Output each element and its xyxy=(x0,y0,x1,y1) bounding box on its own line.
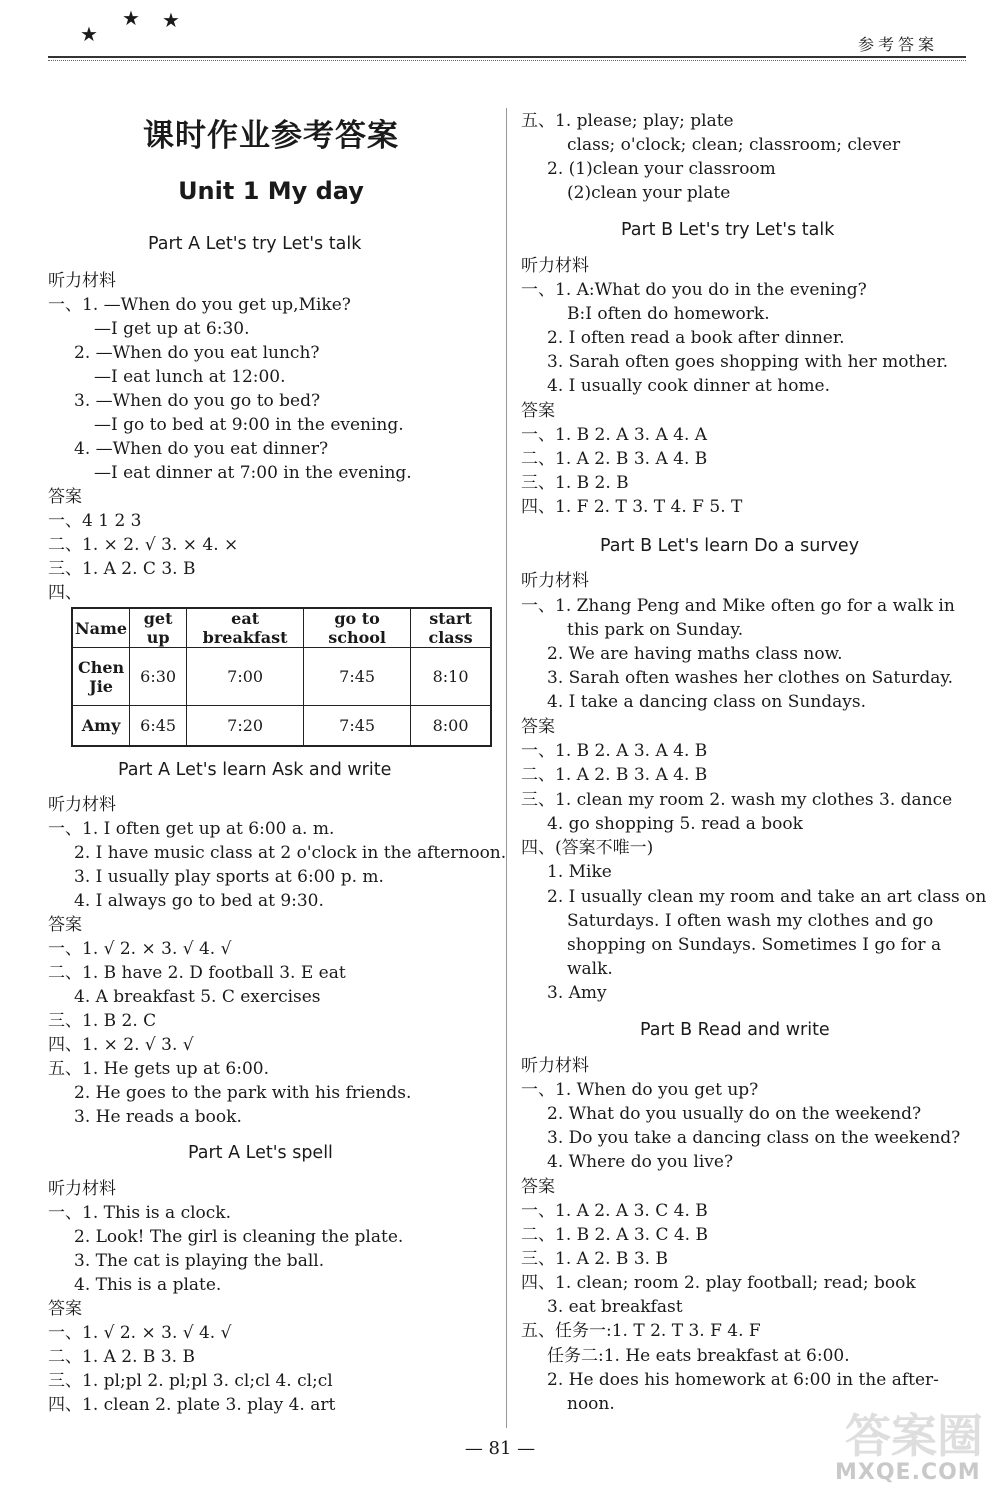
column-header: go to school xyxy=(304,608,411,648)
section-heading: Part A Let's spell xyxy=(188,1143,333,1163)
text-line: 二、1. B 2. A 3. C 4. B xyxy=(521,1225,708,1245)
page-title: 课时作业参考答案 xyxy=(143,118,399,154)
text-line: walk. xyxy=(567,959,613,979)
star-icon: ★ xyxy=(80,22,98,46)
column-header: get up xyxy=(130,608,187,648)
text-line: 答案 xyxy=(521,401,555,421)
text-line: 2. I usually clean my room and take an art class on xyxy=(547,887,987,907)
star-icon: ★ xyxy=(162,8,180,32)
text-line: 三、1. clean my room 2. wash my clothes 3. dance xyxy=(521,790,953,810)
column-header: eat breakfast xyxy=(187,608,304,648)
text-line: 一、1. A:What do you do in the evening? xyxy=(521,280,867,300)
text-line: 四、 xyxy=(48,583,82,603)
text-line: 一、1. B 2. A 3. A 4. B xyxy=(521,741,708,761)
text-line: 2. Look! The girl is cleaning the plate. xyxy=(74,1227,404,1247)
text-line: 一、4 1 2 3 xyxy=(48,511,142,531)
text-line: 一、1. When do you get up? xyxy=(521,1080,759,1100)
text-line: 4. I usually cook dinner at home. xyxy=(547,376,831,396)
section-heading: Part A Let's learn Ask and write xyxy=(118,760,392,780)
table-cell: 8:10 xyxy=(411,648,491,706)
text-line: 答案 xyxy=(521,717,555,737)
text-line: 听力材料 xyxy=(521,256,589,276)
text-line: 4. This is a plate. xyxy=(74,1275,222,1295)
text-line: 任务二:1. He eats breakfast at 6:00. xyxy=(547,1346,850,1366)
text-line: 4. I always go to bed at 9:30. xyxy=(74,891,324,911)
text-line: 3. I usually play sports at 6:00 p. m. xyxy=(74,867,384,887)
text-line: 2. (1)clean your classroom xyxy=(547,159,776,179)
star-icon: ★ xyxy=(122,6,140,30)
text-line: 四、1. clean; room 2. play football; read; book xyxy=(521,1273,916,1293)
text-line: 听力材料 xyxy=(48,795,116,815)
text-line: 2. —When do you eat lunch? xyxy=(74,343,320,363)
text-line: 二、1. A 2. B 3. A 4. B xyxy=(521,765,708,785)
table-cell: 6:30 xyxy=(130,648,187,706)
text-line: —I go to bed at 9:00 in the evening. xyxy=(94,415,404,435)
text-line: 听力材料 xyxy=(48,1179,116,1199)
section-heading: Part A Let's try Let's talk xyxy=(148,234,362,254)
text-line: 听力材料 xyxy=(521,1056,589,1076)
column-header: Name xyxy=(72,608,130,648)
section-heading: Part B Let's try Let's talk xyxy=(621,220,835,240)
text-line: 4. go shopping 5. read a book xyxy=(547,814,803,834)
text-line: 2. He does his homework at 6:00 in the after- xyxy=(547,1370,939,1390)
text-line: 一、1. B 2. A 3. A 4. A xyxy=(521,425,708,445)
table-cell: 7:20 xyxy=(187,706,304,746)
text-line: 3. Sarah often washes her clothes on Saturday. xyxy=(547,668,954,688)
text-line: 一、1. This is a clock. xyxy=(48,1203,231,1223)
text-line: 三、1. pl;pl 2. pl;pl 3. cl;cl 4. cl;cl xyxy=(48,1371,333,1391)
text-line: —I get up at 6:30. xyxy=(94,319,250,339)
section-heading: Part B Let's learn Do a survey xyxy=(600,536,860,556)
text-line: 五、任务一:1. T 2. T 3. F 4. F xyxy=(521,1321,761,1341)
text-line: 2. What do you usually do on the weekend? xyxy=(547,1104,922,1124)
text-line: 2. I often read a book after dinner. xyxy=(547,328,845,348)
text-line: 一、1. √ 2. × 3. √ 4. √ xyxy=(48,939,232,959)
text-line: noon. xyxy=(567,1394,615,1414)
text-line: 听力材料 xyxy=(521,571,589,591)
text-line: 答案 xyxy=(48,1299,82,1319)
text-line: Saturdays. I often wash my clothes and go xyxy=(567,911,934,931)
text-line: 3. Amy xyxy=(547,983,607,1003)
table-cell: 8:00 xyxy=(411,706,491,746)
text-line: (2)clean your plate xyxy=(567,183,731,203)
table-cell: 7:00 xyxy=(187,648,304,706)
text-line: 3. —When do you go to bed? xyxy=(74,391,321,411)
text-line: 五、1. He gets up at 6:00. xyxy=(48,1059,269,1079)
text-line: 4. I take a dancing class on Sundays. xyxy=(547,692,866,712)
watermark-url: MXQE.COM xyxy=(835,1460,981,1485)
text-line: 三、1. A 2. B 3. B xyxy=(521,1249,668,1269)
text-line: 三、1. B 2. C xyxy=(48,1011,157,1031)
text-line: B:I often do homework. xyxy=(567,304,770,324)
text-line: class; o'clock; clean; classroom; clever xyxy=(567,135,901,155)
text-line: 二、1. A 2. B 3. B xyxy=(48,1347,195,1367)
table-cell: Chen Jie xyxy=(72,648,130,706)
text-line: 四、(答案不唯一) xyxy=(521,838,654,858)
text-line: 一、1. A 2. A 3. C 4. B xyxy=(521,1201,708,1221)
text-line: 一、1. √ 2. × 3. √ 4. √ xyxy=(48,1323,232,1343)
text-line: 3. Do you take a dancing class on the weekend? xyxy=(547,1128,961,1148)
table-cell: 7:45 xyxy=(304,706,411,746)
text-line: 4. —When do you eat dinner? xyxy=(74,439,329,459)
text-line: 1. Mike xyxy=(547,862,612,882)
text-line: 听力材料 xyxy=(48,271,116,291)
table-row xyxy=(72,648,491,706)
text-line: 答案 xyxy=(521,1177,555,1197)
table-cell: 7:45 xyxy=(304,648,411,706)
page-header xyxy=(0,0,1000,70)
text-line: shopping on Sundays. Sometimes I go for a xyxy=(567,935,942,955)
text-line: 3. Sarah often goes shopping with her mother. xyxy=(547,352,949,372)
header-title: 参考答案 xyxy=(857,35,938,54)
text-line: 五、1. please; play; plate xyxy=(521,111,734,131)
table-header-row xyxy=(72,608,491,648)
text-line: —I eat dinner at 7:00 in the evening. xyxy=(94,463,412,483)
text-line: 3. eat breakfast xyxy=(547,1297,683,1317)
text-line: 2. I have music class at 2 o'clock in the afternoon. xyxy=(74,843,507,863)
text-line: 3. The cat is playing the ball. xyxy=(74,1251,325,1271)
text-line: 二、1. × 2. √ 3. × 4. × xyxy=(48,535,239,555)
column-header: start class xyxy=(411,608,491,648)
text-line: 三、1. A 2. C 3. B xyxy=(48,559,196,579)
text-line: 一、1. —When do you get up,Mike? xyxy=(48,295,351,315)
text-line: 四、1. × 2. √ 3. √ xyxy=(48,1035,194,1055)
table-cell: Amy xyxy=(72,706,130,746)
text-line: 四、1. clean 2. plate 3. play 4. art xyxy=(48,1395,336,1415)
table-row xyxy=(72,706,491,746)
unit-title: Unit 1 My day xyxy=(178,177,364,205)
text-line: 3. He reads a book. xyxy=(74,1107,242,1127)
header-divider xyxy=(48,56,966,58)
text-line: this park on Sunday. xyxy=(567,620,744,640)
watermark-logo: 答案圈 xyxy=(845,1409,983,1463)
column-divider xyxy=(506,108,507,1428)
page-number: — 81 — xyxy=(464,1438,536,1459)
text-line: 2. He goes to the park with his friends. xyxy=(74,1083,412,1103)
header-divider-dotted xyxy=(48,60,966,61)
text-line: 一、1. I often get up at 6:00 a. m. xyxy=(48,819,335,839)
text-line: 4. Where do you live? xyxy=(547,1152,734,1172)
text-line: 一、1. Zhang Peng and Mike often go for a walk in xyxy=(521,596,955,616)
text-line: 二、1. A 2. B 3. A 4. B xyxy=(521,449,708,469)
text-line: 4. A breakfast 5. C exercises xyxy=(74,987,321,1007)
text-line: 三、1. B 2. B xyxy=(521,473,629,493)
section-heading: Part B Read and write xyxy=(640,1020,830,1040)
text-line: —I eat lunch at 12:00. xyxy=(94,367,286,387)
schedule-table xyxy=(71,607,492,747)
text-line: 2. We are having maths class now. xyxy=(547,644,843,664)
text-line: 答案 xyxy=(48,915,82,935)
table-cell: 6:45 xyxy=(130,706,187,746)
text-line: 二、1. B have 2. D football 3. E eat xyxy=(48,963,346,983)
text-line: 答案 xyxy=(48,487,82,507)
text-line: 四、1. F 2. T 3. T 4. F 5. T xyxy=(521,497,743,517)
